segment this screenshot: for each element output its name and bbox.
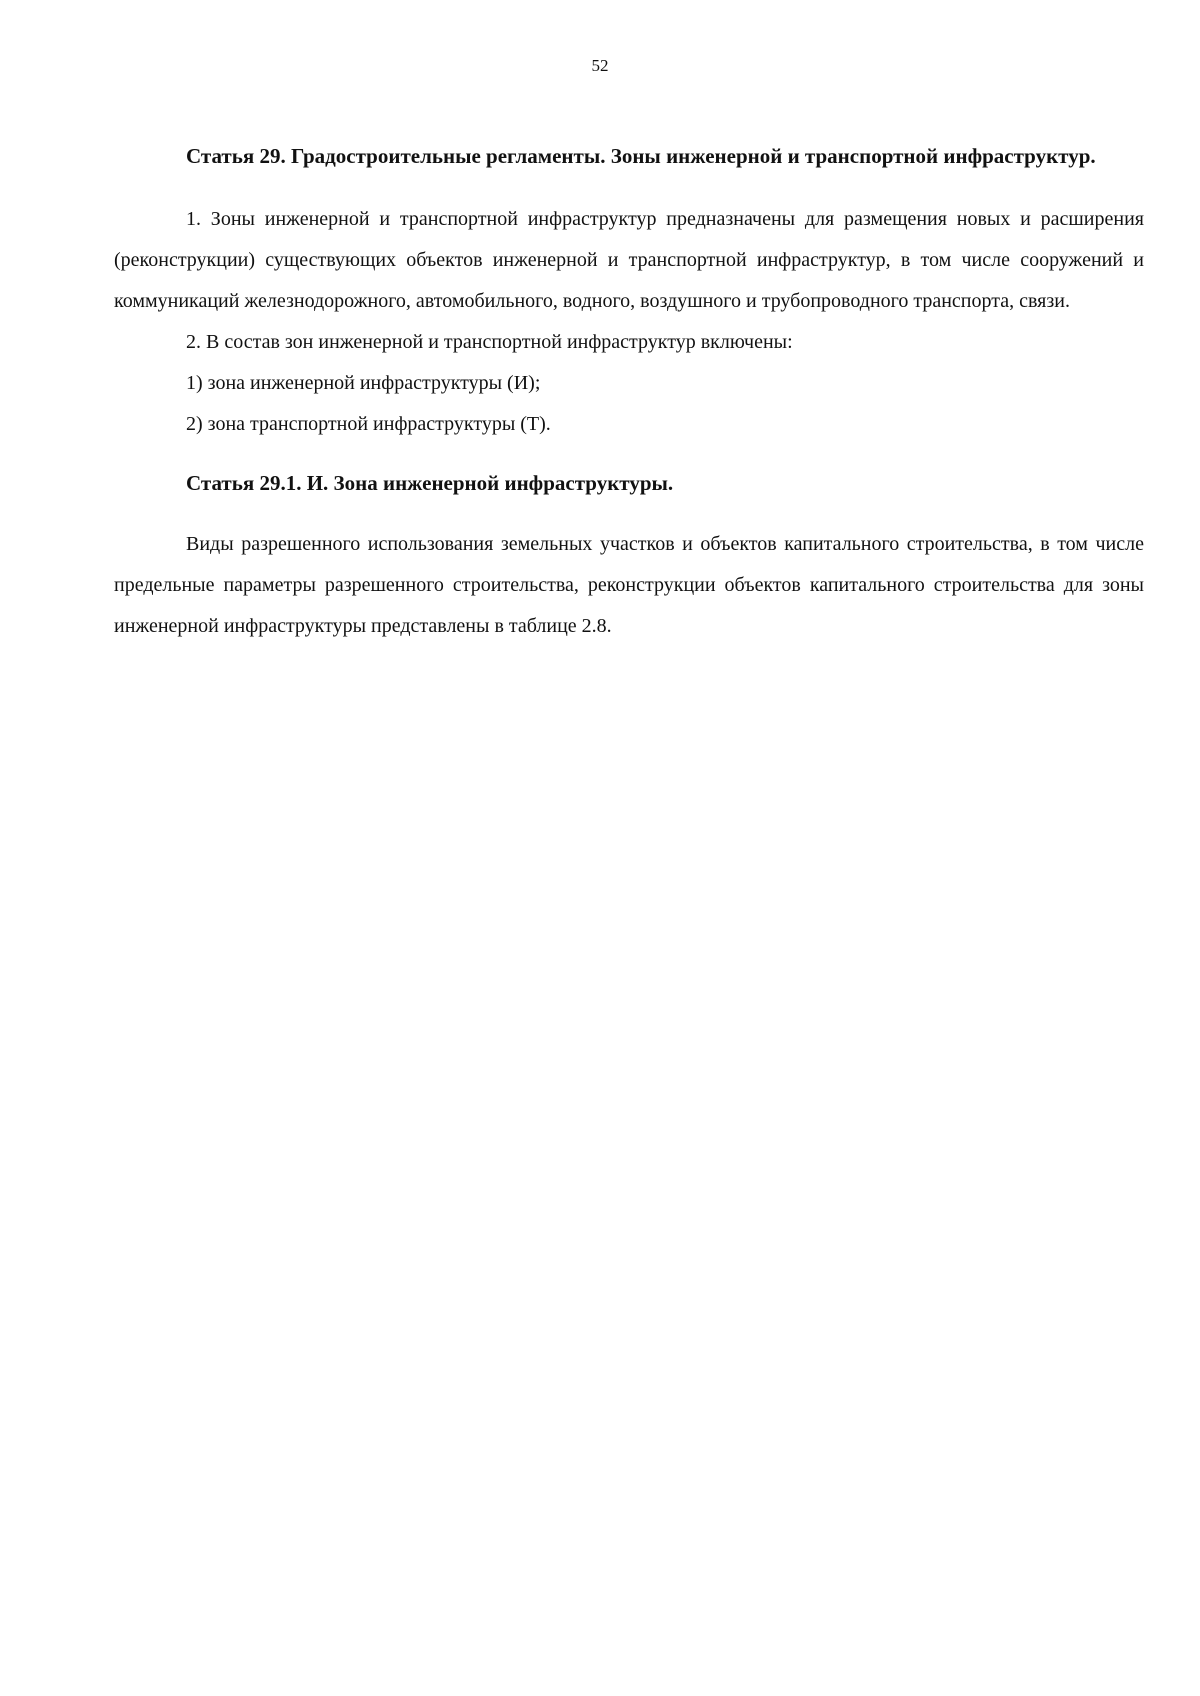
page-number: 52 (591, 56, 609, 75)
article-29-list-item-2: 2) зона транспортной инфраструктуры (Т). (186, 413, 551, 435)
article-29-paragraph-2: 2. В состав зон инженерной и транспортной инфраструктур включены: (186, 331, 793, 353)
article-29-list-item-1: 1) зона инженерной инфраструктуры (И); (186, 372, 541, 394)
article-29-1-paragraph-1: Виды разрешенного использования земельных участков и объектов капитального строительства, в том числе предельные параметры разрешенного строительства, реконструкции объектов капитального строительства для зоны инженерной инфраструктуры представлены в таблице 2.8. (114, 533, 1144, 637)
document-body (114, 136, 1144, 647)
article-29-heading: Статья 29. Градостроительные регламенты. Зоны инженерной и транспортной инфраструктур. (186, 144, 1096, 168)
article-29-paragraph-1: 1. Зоны инженерной и транспортной инфраструктур предназначены для размещения новых и расширения (реконструкции) существующих объектов инженерной и транспортной инфраструктур, в том числе сооружений и коммуникаций железнодорожного, автомобильного, водного, воздушного и трубопроводного транспорта, связи. (114, 208, 1144, 312)
article-29-1-heading: Статья 29.1. И. Зона инженерной инфраструктуры. (186, 471, 674, 495)
